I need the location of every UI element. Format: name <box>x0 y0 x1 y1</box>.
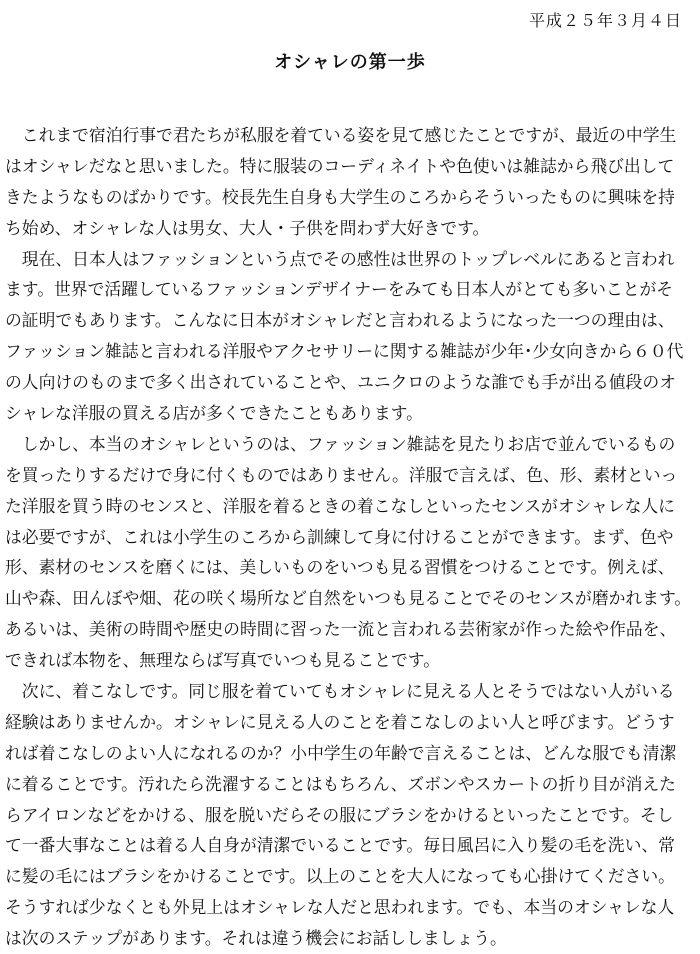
body-text-line: た洋服を買う時のセンスと、洋服を着るときの着こなしといったセンスがオシャレな人に <box>5 495 675 516</box>
body-text-line: 次に、着こなしです。同じ服を着ていてもオシャレに見える人とそうではない人がいる <box>5 681 675 702</box>
body-text-line: は必要ですが、これは小学生のころから訓練して身に付けることができます。まず、色や <box>5 526 674 547</box>
body-text-line: はオシャレだなと思いました。特に服装のコーディネイトや色使いは雑誌から飛び出して <box>5 155 675 176</box>
body-text-line: の証明でもあります。こんなに日本がオシャレだと言われるようになった一つの理由は、 <box>5 310 675 331</box>
body-text-line: あるいは、美術の時間や歴史の時間に習った一流と言われる芸術家が作った絵や作品を、 <box>5 619 677 640</box>
body-text-line: 山や森、田んぼや畑、花の咲く場所など自然をいつも見ることでそのセンスが磨かれます。 <box>5 588 692 609</box>
body-text-line: に髪の毛にはブラシをかけることです。以上のことを大人になっても心掛けてください。 <box>5 866 675 887</box>
body-text-line: 経験はありませんか。オシャレに見える人のことを着こなしのよい人と呼びます。どうす <box>5 711 675 732</box>
body-text-line: て一番大事なことは着る人自身が清潔でいることです。毎日風呂に入り髪の毛を洗い、常 <box>5 835 675 856</box>
body-text-line: そうすれば少なくとも外見上はオシャレな人だと思われます。でも、本当のオシャレな人 <box>5 897 675 918</box>
body-text-line: シャレな洋服の買える店が多くできたこともあります。 <box>5 403 423 424</box>
document-date: 平成２５年３月４日 <box>528 11 682 30</box>
body-text-line: 形、素材のセンスを磨くには、美しいものをいつも見る習慣をつけることです。例えば、 <box>5 557 675 578</box>
body-text-line: できれば本物を、無理ならば写真でいつも見ることです。 <box>5 650 440 671</box>
body-text-line: らアイロンなどをかける、服を脱いだらその服にブラシをかけるといったことです。そし <box>5 804 674 825</box>
body-text-line: に着ることです。汚れたら洗濯することはもちろん、ズボンやスカートの折り目が消えた <box>5 773 676 794</box>
body-text-line: きたようなものばかりです。校長先生自身も大学生のころからそういったものに興味を持 <box>5 186 675 207</box>
body-text-line: れば着こなしのよい人になれるのか？小中学生の年齢で言えることは、どんな服でも清潔 <box>5 742 677 763</box>
body-text-line: ち始め、オシャレな人は男女、大人・子供を問わず大好きです。 <box>5 217 490 238</box>
body-text-line: ます。世界で活躍しているファッションデザイナーをみても日本人がとても多いことがそ <box>5 279 674 300</box>
body-text-line: の人向けのものまで多く出されていることや、ユニクロのような誰でも手が出る値段のオ <box>5 372 676 393</box>
body-text-line: ファッション雑誌と言われる洋服やアクセサリーに関する雑誌が少年･少女向きから６０代 <box>5 341 684 362</box>
body-text-line: しかし、本当のオシャレというのは、ファッション雑誌を見たりお店で並んでいるもの <box>5 433 676 454</box>
body-text-line: 現在、日本人はファッションという点でその感性は世界のトップレベルにあると言われ <box>5 248 675 269</box>
document-title: オシャレの第一歩 <box>274 52 426 73</box>
document-body <box>5 120 697 954</box>
body-text-line: これまで宿泊行事で君たちが私服を着ている姿を見て感じたことですが、最近の中学生 <box>5 125 677 145</box>
body-text-line: を買ったりするだけで身に付くものではありません。洋服で言えば、色、形、素材といっ <box>5 464 678 485</box>
body-text-line: は次のステップがあります。それは違う機会にお話ししましょう。 <box>5 928 507 949</box>
